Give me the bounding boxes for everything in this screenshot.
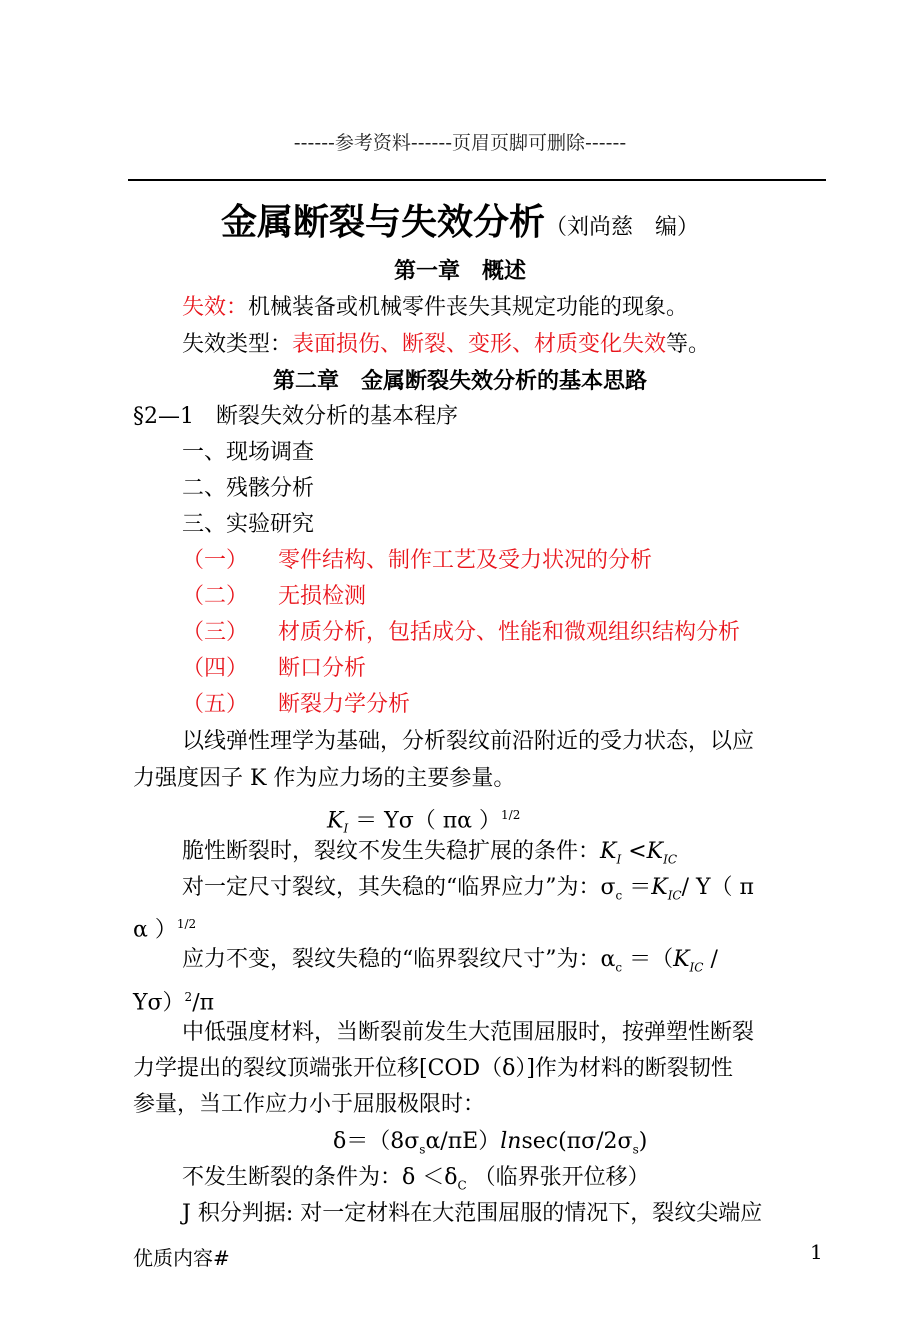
sub-item-num: （二）	[182, 584, 249, 609]
brittle-k1-sub: I	[616, 852, 622, 867]
footer-text: 优质内容#	[133, 1246, 230, 1270]
formula-k: K	[327, 808, 344, 834]
brittle-k1: K	[600, 839, 617, 864]
sub-item-text: 断口分析	[278, 656, 367, 681]
csz-line2b: /π	[192, 990, 215, 1016]
formula-rest: ＝ Yσ（ πα ）	[348, 808, 502, 834]
sub-item-text: 零件结构、制作工艺及受力状况的分析	[278, 548, 653, 573]
j-integral-line: J 积分判据: 对一定材料在大范围屈服的情况下，裂纹尖端应	[182, 1201, 763, 1226]
csz-tail: /	[703, 947, 718, 972]
cs-mid: ＝	[622, 875, 652, 900]
critical-stress-cont	[133, 909, 196, 945]
critical-stress	[182, 873, 754, 910]
page-number: 1	[810, 1240, 823, 1264]
cs-line2: α ）	[133, 917, 177, 943]
formula-cod	[333, 1127, 647, 1164]
formula-k-sub: I	[343, 821, 349, 836]
paragraph-line: 力强度因子 K 作为应力场的主要参量。	[133, 766, 516, 791]
section-heading: §2—1 断裂失效分析的基本程序	[133, 404, 458, 429]
header-rule	[128, 179, 826, 181]
formula-exp: 1/2	[501, 808, 521, 822]
title-main: 金属断裂与失效分析	[220, 202, 545, 243]
no-fracture-condition	[182, 1163, 650, 1200]
step-item: 二、残骸分析	[182, 476, 315, 501]
sub-item	[182, 582, 366, 612]
sub-item	[182, 618, 740, 648]
cs-text: 对一定尺寸裂纹，其失稳的“临界应力”为：σ	[182, 875, 616, 900]
csz-k: K	[673, 947, 690, 972]
document-title	[0, 194, 920, 245]
chapter1-heading: 第一章 概述	[393, 259, 526, 284]
csz-line2a: Yσ）	[133, 990, 185, 1016]
types-label: 失效类型：	[182, 332, 293, 357]
nf-sub: C	[457, 1178, 467, 1193]
paragraph-line: 中低强度材料，当断裂前发生大范围屈服时，按弹塑性断裂	[182, 1020, 755, 1045]
failure-types	[182, 330, 710, 360]
sub-item	[182, 654, 366, 684]
brittle-text: 脆性断裂时，裂纹不发生失稳扩展的条件：	[182, 839, 601, 864]
sub-item-num: （四）	[182, 656, 249, 681]
sub-item-text: 材质分析，包括成分、性能和微观组织结构分析	[278, 620, 741, 645]
sub-item-num: （五）	[182, 692, 249, 717]
critical-size-cont	[133, 982, 214, 1018]
f2-ln: ln	[500, 1129, 522, 1154]
csz-mid: ＝（	[622, 947, 674, 972]
cs-tail: / Y（ π	[681, 875, 754, 900]
nf-tail: （临界张开位移）	[466, 1165, 650, 1190]
brittle-k2: K	[646, 839, 664, 864]
csz-text: 应力不变，裂纹失稳的“临界裂纹尺寸”为：α	[182, 947, 616, 972]
critical-size	[182, 945, 718, 982]
sub-item-num: （三）	[182, 620, 249, 645]
title-author: （刘尚慈 编）	[545, 215, 700, 240]
failure-term: 失效：	[182, 295, 249, 320]
brittle-condition	[182, 837, 677, 874]
f2-s2: s	[632, 1142, 639, 1157]
sub-item	[182, 690, 410, 720]
paragraph-line: 参量，当工作应力小于屈服极限时：	[133, 1092, 486, 1117]
failure-definition	[182, 293, 688, 323]
f2-b: α/πE）	[425, 1129, 501, 1154]
f2-a: δ＝（8σ	[333, 1129, 420, 1154]
chapter2-heading: 第二章 金属断裂失效分析的基本思路	[272, 369, 647, 394]
f2-d: )	[638, 1129, 648, 1154]
f2-c: sec(πσ/2σ	[521, 1129, 633, 1154]
f2-s1: s	[419, 1142, 426, 1157]
cs-sub: c	[615, 888, 623, 903]
brittle-op: <	[621, 839, 647, 864]
nf-text: 不发生断裂的条件为：δ ＜δ	[182, 1165, 458, 1190]
sub-item	[182, 546, 652, 576]
cs-k-sub: IC	[667, 888, 682, 903]
step-item: 一、现场调查	[182, 440, 315, 465]
csz-sub: c	[615, 960, 623, 975]
paragraph-line: 力学提出的裂纹顶端张开位移[COD（δ）]作为材料的断裂韧性	[133, 1056, 733, 1081]
page-header: ------参考资料------页眉页脚可删除------	[293, 132, 627, 154]
failure-def: 机械装备或机械零件丧失其规定功能的现象。	[248, 295, 689, 320]
sub-item-num: （一）	[182, 548, 249, 573]
csz-k-sub: IC	[689, 960, 704, 975]
sub-item-text: 断裂力学分析	[278, 692, 411, 717]
types-list: 表面损伤、断裂、变形、材质变化失效	[292, 332, 667, 357]
paragraph-line: 以线弹性理学为基础，分析裂纹前沿附近的受力状态，以应	[182, 729, 755, 754]
sub-item-text: 无损检测	[278, 584, 367, 609]
csz-exp: 2	[184, 990, 193, 1004]
step-item: 三、实验研究	[182, 512, 315, 537]
cs-exp: 1/2	[176, 917, 197, 931]
cs-k: K	[651, 875, 668, 900]
types-end: 等。	[666, 332, 711, 357]
brittle-k2-sub: IC	[663, 852, 677, 867]
